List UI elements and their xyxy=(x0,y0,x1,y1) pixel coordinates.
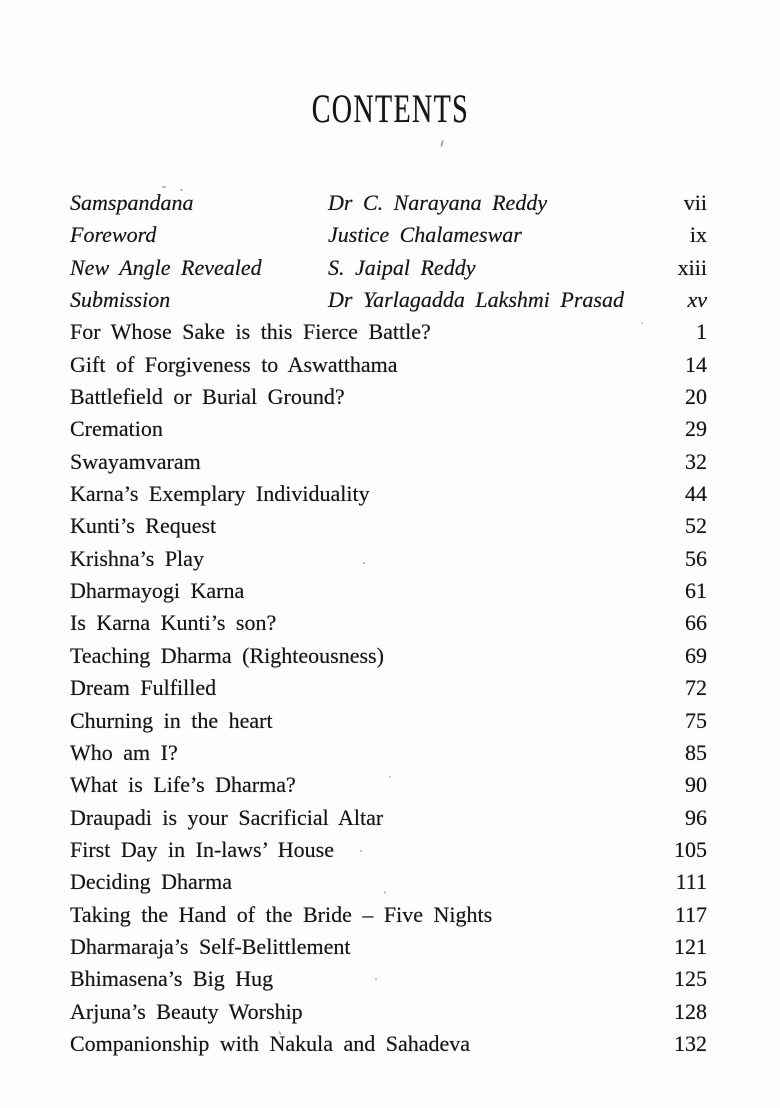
toc-entry xyxy=(70,316,707,348)
entry-title: For Whose Sake is this Fierce Battle? xyxy=(70,319,431,345)
scan-speckle xyxy=(440,140,444,147)
entry-title: Taking the Hand of the Bride – Five Nights xyxy=(70,901,493,927)
scan-speckle xyxy=(180,189,183,191)
entry-title: Who am I? xyxy=(70,739,178,765)
entry-title: Samspandana xyxy=(70,190,194,215)
entry-title: Deciding Dharma xyxy=(70,869,232,895)
scan-speckle xyxy=(207,684,209,686)
entry-page-number: 72 xyxy=(685,675,707,701)
entry-page-number: 20 xyxy=(685,384,707,410)
toc-entry xyxy=(70,413,707,445)
toc-entry xyxy=(70,607,707,639)
entry-title: Kunti’s Request xyxy=(70,513,217,539)
toc-entry xyxy=(70,510,707,542)
entry-title: Submission xyxy=(70,287,171,313)
entry-page-number: 128 xyxy=(674,998,707,1024)
toc-entry xyxy=(70,931,707,963)
entry-page-number: ix xyxy=(689,222,707,248)
entry-page-number: xv xyxy=(687,287,707,313)
toc-entry xyxy=(70,575,707,607)
scan-speckle xyxy=(384,891,386,894)
entry-page-number: 52 xyxy=(685,513,707,539)
entry-page-number: 90 xyxy=(685,772,707,798)
entry-title: Foreword xyxy=(70,222,157,248)
toc-entry xyxy=(70,737,707,769)
toc-entry xyxy=(70,705,707,737)
entry-author: Justice Chalameswar xyxy=(328,222,522,248)
entry-title: Cremation xyxy=(70,416,163,442)
toc-entry xyxy=(70,219,707,251)
entry-title: Dream Fulfilled xyxy=(70,675,217,701)
toc-entry xyxy=(70,963,707,995)
toc-entry xyxy=(70,672,707,704)
entry-page-number: 121 xyxy=(674,933,707,959)
entry-page-number: 44 xyxy=(685,481,707,507)
entry-page-number: 29 xyxy=(685,416,707,442)
entry-title: Companionship with Nakula and Sahadeva xyxy=(70,1030,471,1056)
scan-speckle xyxy=(360,850,362,852)
entry-page-number: 66 xyxy=(685,610,707,636)
entry-title: Gift of Forgiveness to Aswatthama xyxy=(70,351,398,377)
toc-entry xyxy=(70,866,707,898)
entry-title: Dharmaraja’s Self-Belittlement xyxy=(70,933,351,959)
entry-author: Dr C. Narayana Reddy xyxy=(328,190,548,215)
entry-title: Is Karna Kunti’s son? xyxy=(70,610,277,636)
toc-entry xyxy=(70,446,707,478)
toc-entry xyxy=(70,996,707,1028)
entry-title: What is Life’s Dharma? xyxy=(70,772,296,798)
toc-entry xyxy=(70,802,707,834)
entry-page-number: 61 xyxy=(685,578,707,604)
entry-page-number: 117 xyxy=(674,901,707,927)
toc-entry xyxy=(70,899,707,931)
toc-entry xyxy=(70,252,707,284)
entry-page-number: 85 xyxy=(685,739,707,765)
toc-entry xyxy=(70,834,707,866)
entry-page-number: xiii xyxy=(677,254,707,280)
entry-title: First Day in In-laws’ House xyxy=(70,836,334,862)
entry-page-number: 75 xyxy=(685,707,707,733)
page-title xyxy=(0,86,780,131)
entry-page-number: 111 xyxy=(675,869,707,895)
entry-page-number: 69 xyxy=(685,642,707,668)
entry-title: Battlefield or Burial Ground? xyxy=(70,384,345,410)
toc-entry xyxy=(70,284,707,316)
toc-list xyxy=(70,187,707,1060)
entry-title: Churning in the heart xyxy=(70,707,273,733)
entry-page-number: 56 xyxy=(685,545,707,571)
toc-entry xyxy=(70,478,707,510)
toc-entry xyxy=(70,640,707,672)
entry-title: Krishna’s Play xyxy=(70,545,204,571)
entry-title: Bhimasena’s Big Hug xyxy=(70,966,274,992)
entry-page-number: 105 xyxy=(674,836,707,862)
toc-entry xyxy=(70,769,707,801)
scan-speckle xyxy=(363,562,365,564)
entry-page-number: 1 xyxy=(696,319,707,345)
entry-page-number: 132 xyxy=(674,1030,707,1056)
entry-title: Karna’s Exemplary Individuality xyxy=(70,481,370,507)
entry-page-number: 125 xyxy=(674,966,707,992)
entry-title: Swayamvaram xyxy=(70,448,201,474)
entry-page-number: 96 xyxy=(685,804,707,830)
entry-title: Arjuna’s Beauty Worship xyxy=(70,998,303,1024)
entry-title: Dharmayogi Karna xyxy=(70,578,245,604)
entry-title: Teaching Dharma (Righteousness) xyxy=(70,642,384,668)
entry-author: Dr Yarlagadda Lakshmi Prasad xyxy=(328,287,624,313)
entry-title: Draupadi is your Sacrificial Altar xyxy=(70,804,384,830)
entry-page-number: 32 xyxy=(685,448,707,474)
toc-entry xyxy=(70,349,707,381)
entry-title: New Angle Revealed xyxy=(70,254,262,280)
scan-speckle xyxy=(375,978,377,980)
entry-page-number: vii xyxy=(683,190,707,215)
entry-author: S. Jaipal Reddy xyxy=(328,254,476,280)
scan-speckle xyxy=(389,776,391,778)
toc-entry xyxy=(70,1028,707,1060)
toc-entry xyxy=(70,381,707,413)
page-title-text: CONTENTS xyxy=(311,86,469,131)
entry-page-number: 14 xyxy=(685,351,707,377)
toc-entry xyxy=(70,187,707,219)
scan-speckle xyxy=(641,322,643,324)
toc-entry xyxy=(70,543,707,575)
